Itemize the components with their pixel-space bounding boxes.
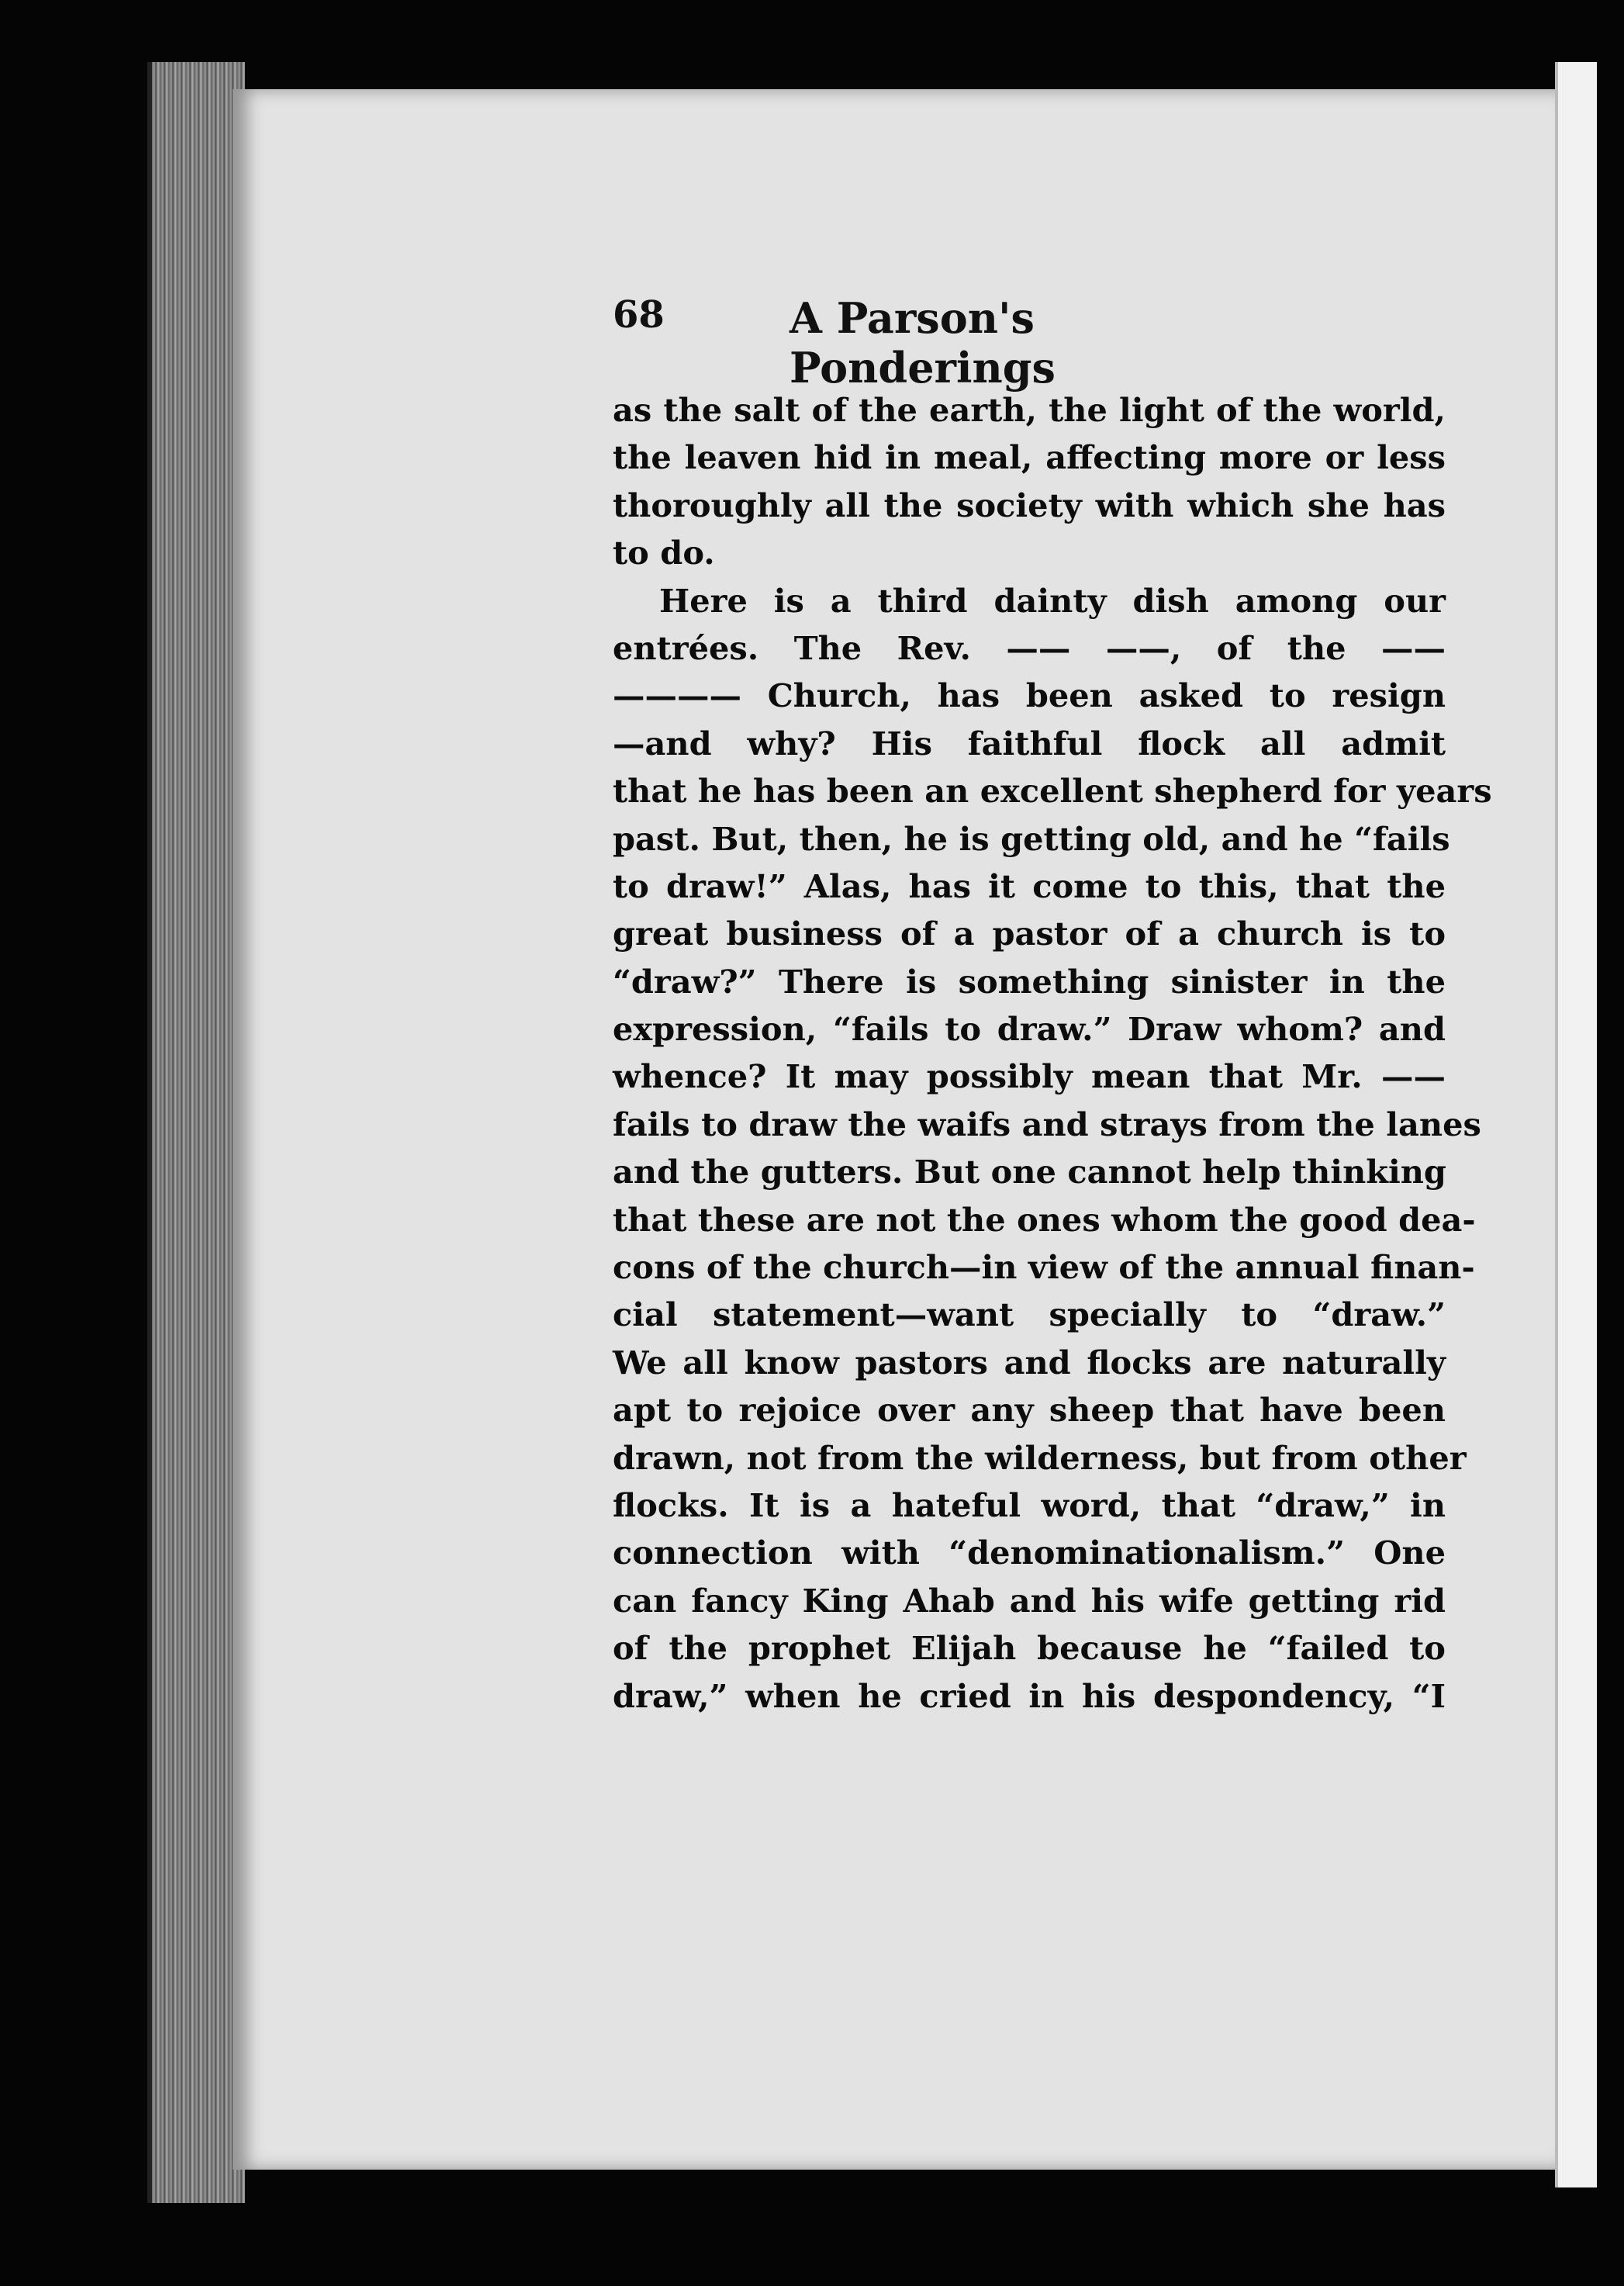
text-line: Here is a third dainty dish among our — [659, 581, 1446, 620]
text-line: can fancy King Ahab and his wife getting rid — [613, 1581, 1446, 1620]
text-line: “draw?” There is something sinister in the — [613, 962, 1446, 1001]
book-edge — [147, 62, 245, 2203]
text-line: and the gutters. But one cannot help thinking — [613, 1153, 1446, 1191]
text-line: —and why? His faithful flock all admit — [613, 724, 1446, 763]
page-number: 68 — [613, 293, 665, 337]
text-line: past. But, then, he is getting old, and he “fails — [613, 819, 1450, 858]
text-line: that these are not the ones whom the good dea- — [613, 1200, 1476, 1239]
page-header — [613, 293, 1280, 393]
text-line: to do. — [613, 534, 715, 572]
text-line: cons of the church—in view of the annual finan- — [613, 1248, 1475, 1287]
text-line: drawn, not from the wilderness, but from other — [613, 1438, 1467, 1477]
text-line: that he has been an excellent shepherd for years — [613, 772, 1492, 811]
text-line: flocks. It is a hateful word, that “draw,” in — [613, 1485, 1446, 1524]
text-line: expression, “fails to draw.” Draw whom? and — [613, 1010, 1446, 1049]
text-line: apt to rejoice over any sheep that have been — [613, 1391, 1446, 1430]
page-right-edge — [1555, 62, 1597, 2187]
text-line: ———— Church, has been asked to resign — [613, 676, 1446, 715]
body-text — [613, 386, 1492, 1720]
text-line: the leaven hid in meal, affecting more or less — [613, 438, 1446, 477]
text-line: cial statement—want specially to “draw.” — [613, 1295, 1446, 1334]
running-title: A Parson's Ponderings — [790, 293, 1056, 393]
text-line: fails to draw the waifs and strays from the lanes — [613, 1105, 1481, 1143]
text-line: of the prophet Elijah because he “failed to — [613, 1629, 1446, 1668]
text-line: to draw!” Alas, has it come to this, that the — [613, 866, 1446, 905]
text-line: We all know pastors and flocks are naturally — [613, 1343, 1446, 1382]
text-line: as the salt of the earth, the light of the world, — [613, 391, 1446, 429]
text-line: great business of a pastor of a church is to — [613, 915, 1446, 953]
text-line: connection with “denominationalism.” One — [613, 1534, 1446, 1572]
text-line: thoroughly all the society with which she has — [613, 486, 1446, 524]
text-line: entrées. The Rev. —— ——, of the —— — [613, 628, 1446, 667]
text-line: whence? It may possibly mean that Mr. —— — [613, 1057, 1446, 1096]
text-line: draw,” when he cried in his despondency, “I — [613, 1676, 1446, 1715]
